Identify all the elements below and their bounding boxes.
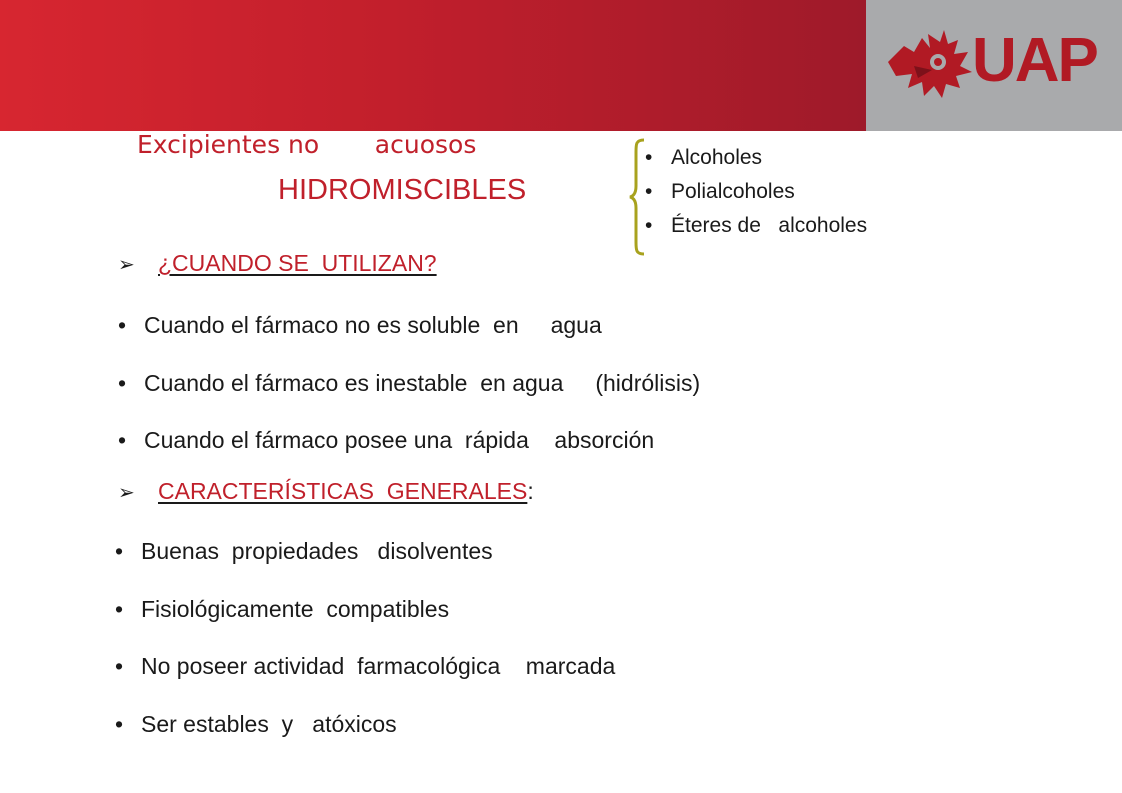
list-item-label: Ser estables y atóxicos [141, 710, 397, 737]
list-item [645, 141, 867, 175]
slide-subtitle: HIDROMISCIBLES [278, 174, 527, 206]
bullet-icon: • [115, 653, 124, 679]
list-item [118, 427, 700, 485]
section-heading-text: ¿CUANDO SE UTILIZAN? [158, 250, 437, 276]
arrow-bullet-icon: ➢ [118, 254, 135, 276]
bullet-icon: • [645, 214, 653, 237]
list-item [115, 538, 615, 596]
when-used-heading [118, 250, 437, 277]
bullet-icon: • [118, 427, 127, 453]
slide-title: Excipientes no acuosos [137, 130, 477, 159]
list-item [645, 175, 867, 209]
arrow-bullet-icon: ➢ [118, 482, 135, 504]
list-item [115, 711, 615, 769]
list-item-label: Cuando el fármaco no es soluble en agua [144, 312, 602, 338]
logo-panel [866, 0, 1122, 131]
list-item [118, 370, 700, 428]
header-banner [0, 0, 866, 131]
list-item [115, 596, 615, 654]
list-item-label: Éteres de alcoholes [671, 214, 868, 237]
heading-suffix: : [527, 478, 534, 504]
bullet-icon: • [115, 710, 124, 737]
bullet-icon: • [115, 595, 124, 622]
characteristics-list [115, 538, 615, 768]
uap-logo-text: UAP [972, 26, 1097, 95]
list-item-label: Cuando el fármaco posee una rápida absorción [144, 427, 655, 453]
bullet-icon: • [118, 369, 127, 396]
list-item-label: Cuando el fármaco es inestable en agua (hidrólisis) [144, 369, 701, 396]
list-item [115, 653, 615, 711]
when-used-list [118, 312, 700, 485]
characteristics-heading [118, 478, 534, 505]
bullet-icon: • [645, 146, 653, 169]
eagle-emblem-icon [884, 26, 976, 106]
excipient-types-list [645, 141, 867, 243]
list-item-label: Fisiológicamente compatibles [141, 595, 450, 622]
list-item-label: Polialcoholes [671, 180, 795, 203]
list-item-label: No poseer actividad farmacológica marcada [141, 653, 616, 679]
bullet-icon: • [118, 312, 127, 338]
list-item [118, 312, 700, 370]
list-item [645, 209, 867, 243]
list-item-label: Alcoholes [671, 146, 763, 169]
bullet-icon: • [115, 538, 124, 564]
list-item-label: Buenas propiedades disolventes [141, 538, 493, 564]
section-heading-text: CARACTERÍSTICAS GENERALES [158, 478, 528, 504]
bullet-icon: • [645, 180, 653, 203]
